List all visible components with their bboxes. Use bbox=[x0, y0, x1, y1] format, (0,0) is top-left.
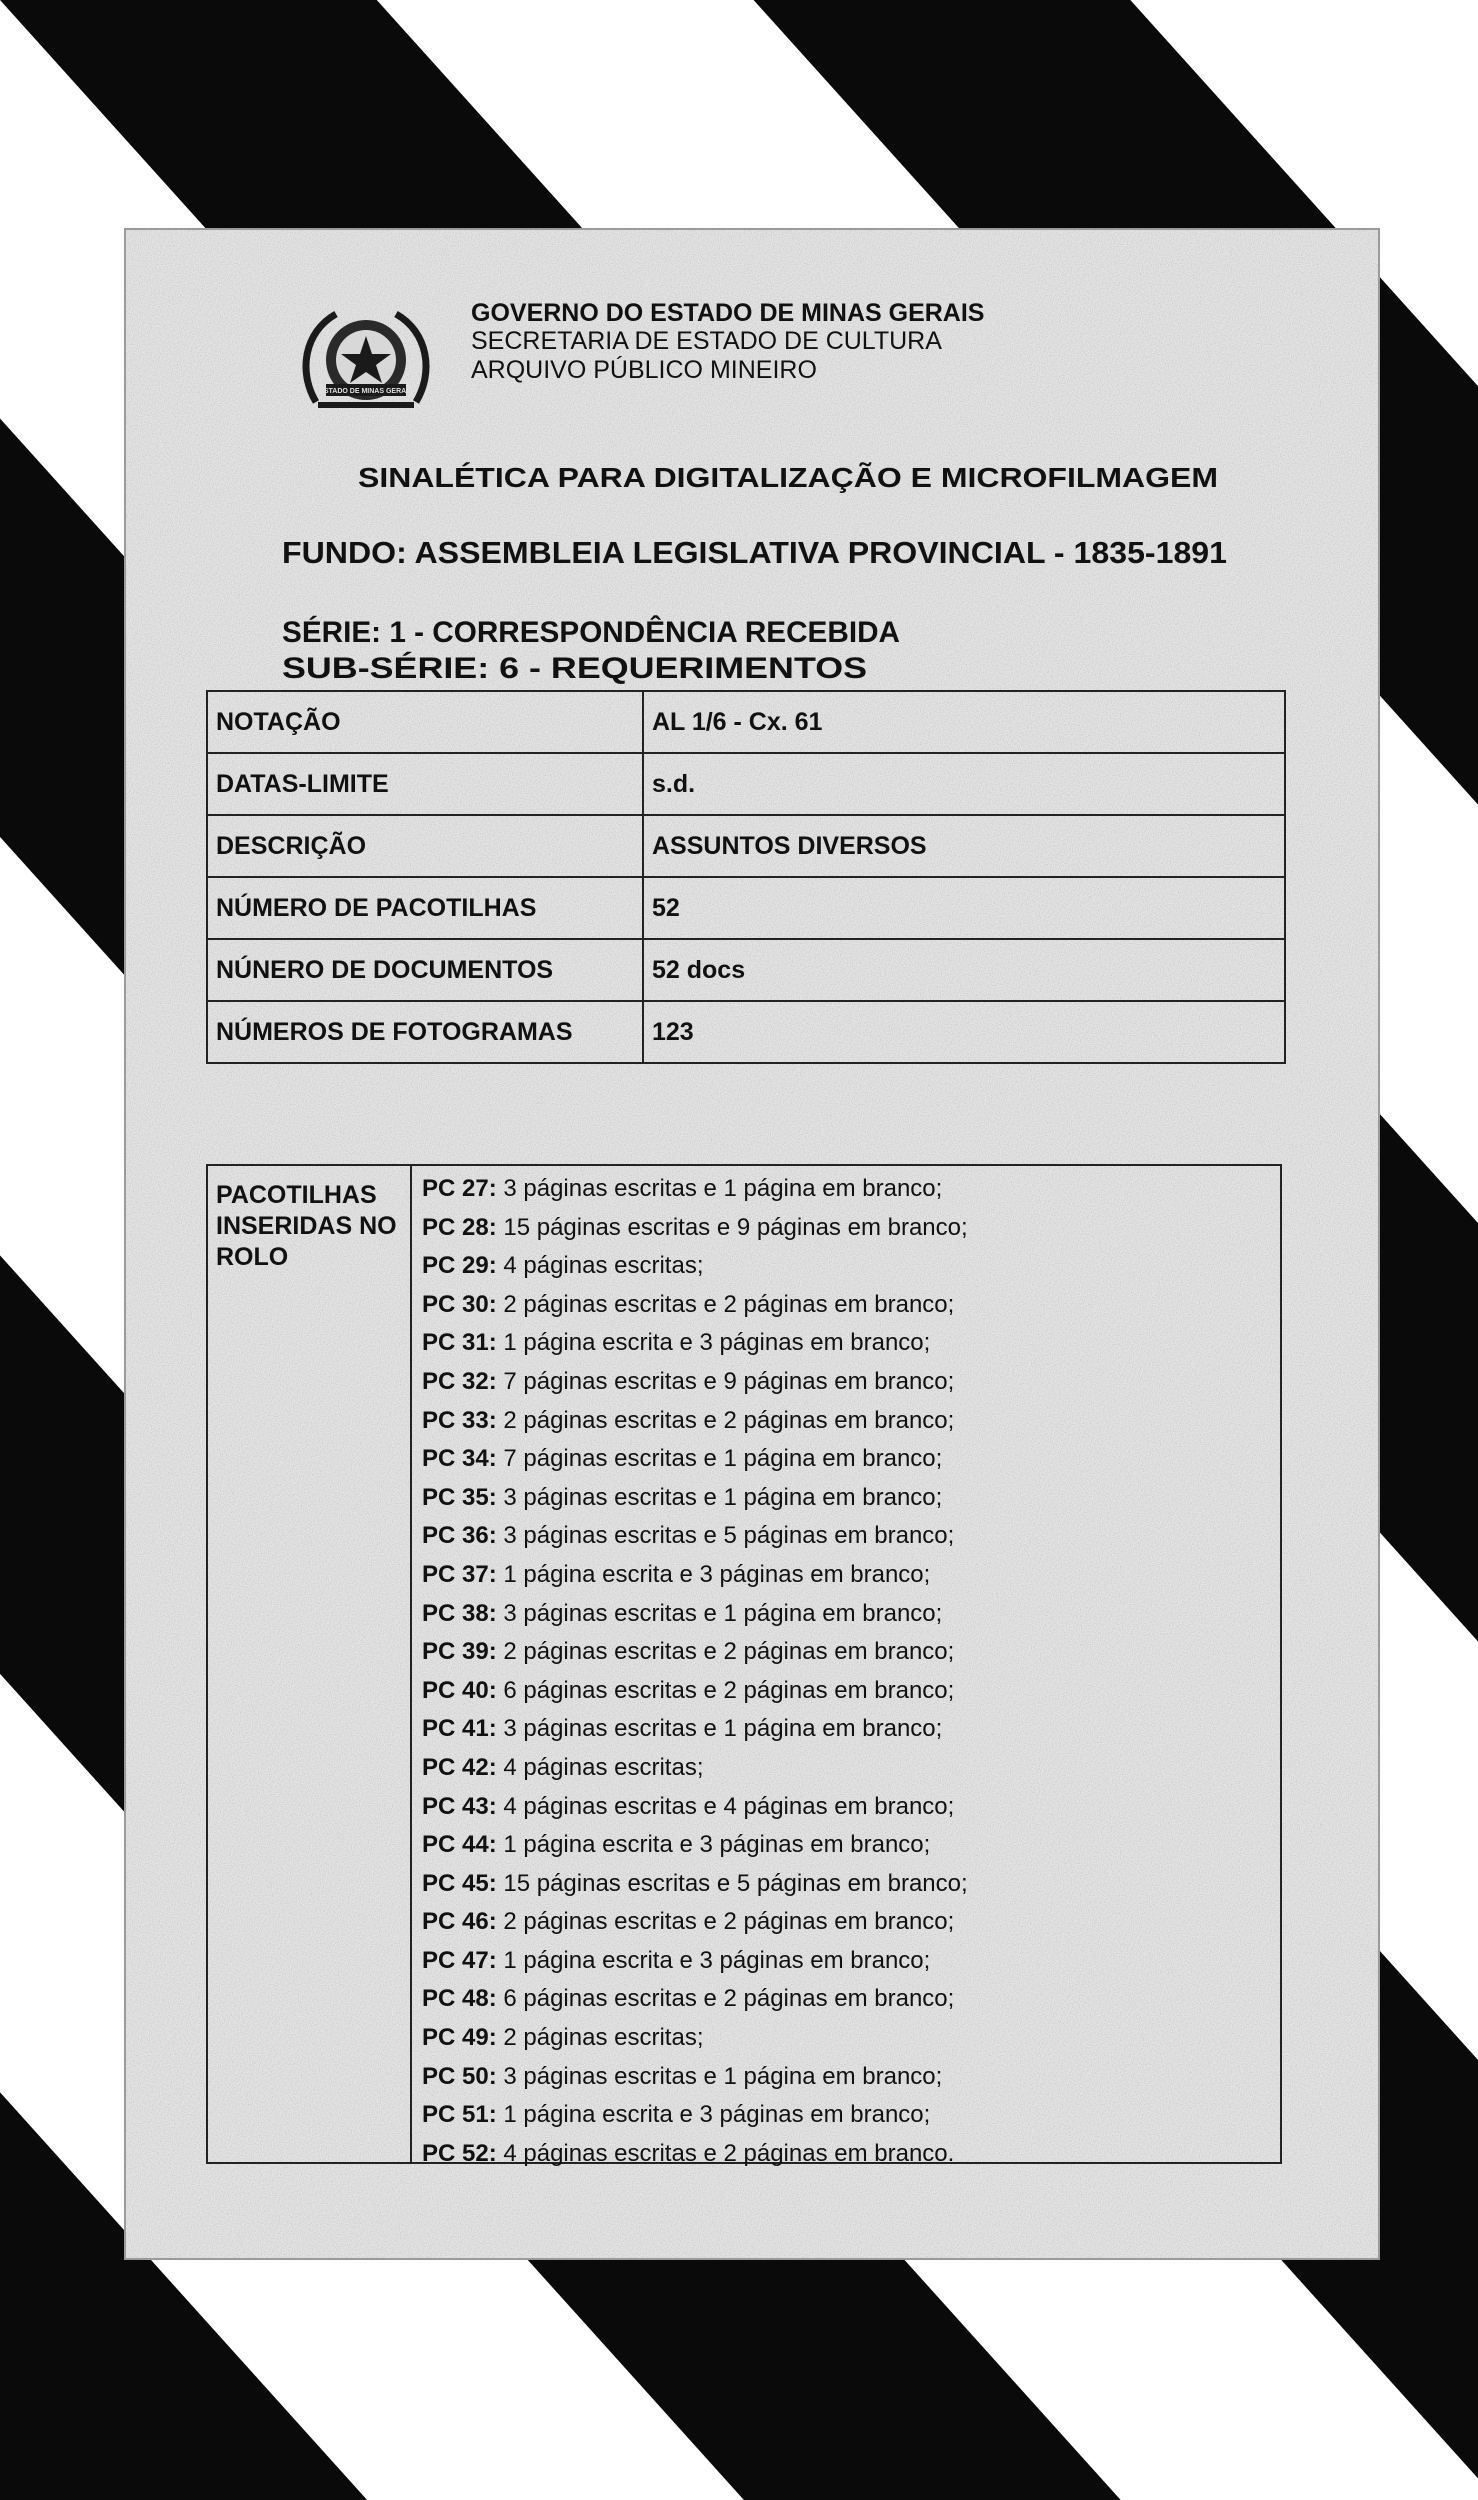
pacotilha-code: PC 30: bbox=[422, 1290, 497, 1318]
pacotilha-code: PC 46: bbox=[422, 1908, 497, 1936]
pacotilha-code: PC 32: bbox=[422, 1367, 497, 1395]
pacotilha-code: PC 31: bbox=[422, 1329, 497, 1357]
table-row bbox=[207, 877, 1285, 939]
pacotilhas-box bbox=[206, 1164, 1282, 2167]
pacotilha-code: PC 38: bbox=[422, 1599, 497, 1627]
pacotilha-description: 15 páginas escritas e 9 páginas em branco; bbox=[503, 1213, 968, 1241]
metadata-table bbox=[206, 690, 1286, 1064]
list-item bbox=[422, 2135, 968, 2174]
pacotilha-code: PC 40: bbox=[422, 1676, 497, 1704]
list-item bbox=[422, 1170, 968, 1209]
pacotilha-description: 3 páginas escritas e 1 página em branco; bbox=[503, 1175, 943, 1202]
pacotilha-code: PC 44: bbox=[422, 1831, 497, 1859]
pacotilhas-list bbox=[422, 1170, 968, 2173]
pacotilha-description: 6 páginas escritas e 2 páginas em branco; bbox=[503, 1985, 955, 2013]
pacotilha-description: 4 páginas escritas; bbox=[503, 1252, 704, 1280]
pacotilha-description: 4 páginas escritas; bbox=[503, 1753, 704, 1781]
pacotilha-code: PC 50: bbox=[422, 2062, 497, 2090]
pacotilha-description: 3 páginas escritas e 5 páginas em branco; bbox=[503, 1522, 955, 1550]
pacotilha-code: PC 39: bbox=[422, 1638, 497, 1666]
pacotilha-description: 3 páginas escritas e 1 página em branco; bbox=[503, 1715, 943, 1743]
documentos-label: NÚNERO DE DOCUMENTOS bbox=[207, 939, 643, 1001]
pacotilha-description: 1 página escrita e 3 páginas em branco; bbox=[503, 1329, 931, 1357]
pacotilha-description: 2 páginas escritas; bbox=[503, 2024, 704, 2052]
descricao-value: ASSUNTOS DIVERSOS bbox=[643, 815, 1285, 877]
pacotilhas-box-label bbox=[208, 1166, 412, 2162]
label-line: PACOTILHAS bbox=[216, 1181, 377, 1209]
list-item bbox=[422, 1247, 968, 1286]
pacotilha-code: PC 48: bbox=[422, 1985, 497, 2013]
fundo-line: FUNDO: ASSEMBLEIA LEGISLATIVA PROVINCIAL - 1835-1891 bbox=[282, 535, 1227, 570]
list-item bbox=[422, 1980, 968, 2019]
list-item bbox=[422, 1595, 968, 1634]
pacotilha-description: 2 páginas escritas e 2 páginas em branco; bbox=[503, 1406, 955, 1434]
descricao-label: DESCRIÇÃO bbox=[207, 815, 643, 877]
document-title: SINALÉTICA PARA DIGITALIZAÇÃO E MICROFILMAGEM bbox=[358, 462, 1218, 493]
list-item bbox=[422, 1324, 968, 1363]
documentos-value: 52 docs bbox=[643, 939, 1285, 1001]
pacotilha-description: 3 páginas escritas e 1 página em branco; bbox=[503, 1483, 943, 1511]
pacotilha-description: 2 páginas escritas e 2 páginas em branco; bbox=[503, 1638, 955, 1666]
list-item bbox=[422, 1942, 968, 1981]
pacotilha-code: PC 43: bbox=[422, 1792, 497, 1820]
pacotilha-description: 1 página escrita e 3 páginas em branco; bbox=[503, 1560, 931, 1588]
list-item bbox=[422, 1633, 968, 1672]
list-item bbox=[422, 1788, 968, 1827]
list-item bbox=[422, 2058, 968, 2097]
svg-text:ESTADO DE MINAS GERAIS: ESTADO DE MINAS GERAIS bbox=[319, 388, 413, 395]
pacotilha-code: PC 41: bbox=[422, 1715, 497, 1743]
pacotilha-code: PC 36: bbox=[422, 1522, 497, 1550]
pacotilha-description: 4 páginas escritas e 2 páginas em branco. bbox=[503, 2139, 955, 2167]
pacotilhas-value: 52 bbox=[643, 877, 1285, 939]
pacotilha-description: 15 páginas escritas e 5 páginas em branco; bbox=[503, 1869, 968, 1897]
pacotilha-description: 3 páginas escritas e 1 página em branco; bbox=[503, 2062, 943, 2090]
list-item bbox=[422, 1479, 968, 1518]
list-item bbox=[422, 1517, 968, 1556]
list-item bbox=[422, 1826, 968, 1865]
pacotilha-description: 6 páginas escritas e 2 páginas em branco; bbox=[503, 1676, 955, 1704]
pacotilha-code: PC 33: bbox=[422, 1406, 497, 1434]
list-item bbox=[422, 1363, 968, 1402]
list-item bbox=[422, 1865, 968, 1904]
pacotilhas-label: NÚMERO DE PACOTILHAS bbox=[207, 877, 643, 939]
pacotilha-code: PC 35: bbox=[422, 1483, 497, 1511]
pacotilha-description: 1 página escrita e 3 páginas em branco; bbox=[503, 2101, 931, 2129]
pacotilha-code: PC 27: bbox=[422, 1175, 497, 1202]
datas-label: DATAS-LIMITE bbox=[207, 753, 643, 815]
pacotilha-code: PC 37: bbox=[422, 1560, 497, 1588]
pacotilha-description: 3 páginas escritas e 1 página em branco; bbox=[503, 1599, 943, 1627]
list-item bbox=[422, 1402, 968, 1441]
pacotilha-description: 1 página escrita e 3 páginas em branco; bbox=[503, 1831, 931, 1859]
list-item bbox=[422, 1209, 968, 1248]
list-item bbox=[422, 1440, 968, 1479]
pacotilha-code: PC 47: bbox=[422, 1946, 497, 1974]
fotogramas-value: 123 bbox=[643, 1001, 1285, 1063]
pacotilha-code: PC 34: bbox=[422, 1445, 497, 1473]
label-line: ROLO bbox=[216, 1243, 289, 1271]
pacotilha-code: PC 45: bbox=[422, 1869, 497, 1897]
table-row bbox=[207, 815, 1285, 877]
list-item bbox=[422, 1903, 968, 1942]
list-item bbox=[422, 1749, 968, 1788]
pacotilha-code: PC 28: bbox=[422, 1213, 497, 1241]
pacotilha-description: 7 páginas escritas e 1 página em branco; bbox=[503, 1445, 943, 1473]
pacotilha-code: PC 42: bbox=[422, 1753, 497, 1781]
pacotilha-code: PC 49: bbox=[422, 2024, 497, 2052]
table-row bbox=[207, 1001, 1285, 1063]
list-item bbox=[422, 2096, 968, 2135]
pacotilha-description: 7 páginas escritas e 9 páginas em branco; bbox=[503, 1367, 955, 1395]
coat-of-arms-seal-icon bbox=[296, 302, 436, 422]
table-row bbox=[207, 753, 1285, 815]
serie-line: SÉRIE: 1 - CORRESPONDÊNCIA RECEBIDA bbox=[282, 616, 900, 649]
subserie-line: SUB-SÉRIE: 6 - REQUERIMENTOS bbox=[282, 652, 867, 685]
label-line: INSERIDAS NO bbox=[216, 1212, 397, 1240]
pacotilha-description: 1 página escrita e 3 páginas em branco; bbox=[503, 1946, 931, 1974]
table-row bbox=[207, 691, 1285, 753]
list-item bbox=[422, 1710, 968, 1749]
notacao-value: AL 1/6 - Cx. 61 bbox=[643, 691, 1285, 753]
pacotilha-code: PC 51: bbox=[422, 2101, 497, 2129]
header-government: GOVERNO DO ESTADO DE MINAS GERAIS bbox=[471, 299, 985, 327]
list-item bbox=[422, 1286, 968, 1325]
list-item bbox=[422, 1672, 968, 1711]
notacao-label: NOTAÇÃO bbox=[207, 691, 643, 753]
pacotilha-description: 4 páginas escritas e 4 páginas em branco; bbox=[503, 1792, 955, 1820]
pacotilha-code: PC 29: bbox=[422, 1252, 497, 1280]
header-archive: ARQUIVO PÚBLICO MINEIRO bbox=[471, 356, 817, 384]
fotogramas-label: NÚMEROS DE FOTOGRAMAS bbox=[207, 1001, 643, 1063]
list-item bbox=[422, 2019, 968, 2058]
pacotilha-description: 2 páginas escritas e 2 páginas em branco; bbox=[503, 1290, 955, 1318]
datas-value: s.d. bbox=[643, 753, 1285, 815]
list-item bbox=[422, 1556, 968, 1595]
header-secretariat: SECRETARIA DE ESTADO DE CULTURA bbox=[471, 327, 942, 355]
document-sheet bbox=[124, 228, 1380, 2260]
pacotilha-description: 2 páginas escritas e 2 páginas em branco; bbox=[503, 1908, 955, 1936]
table-row bbox=[207, 939, 1285, 1001]
pacotilha-code: PC 52: bbox=[422, 2139, 497, 2167]
